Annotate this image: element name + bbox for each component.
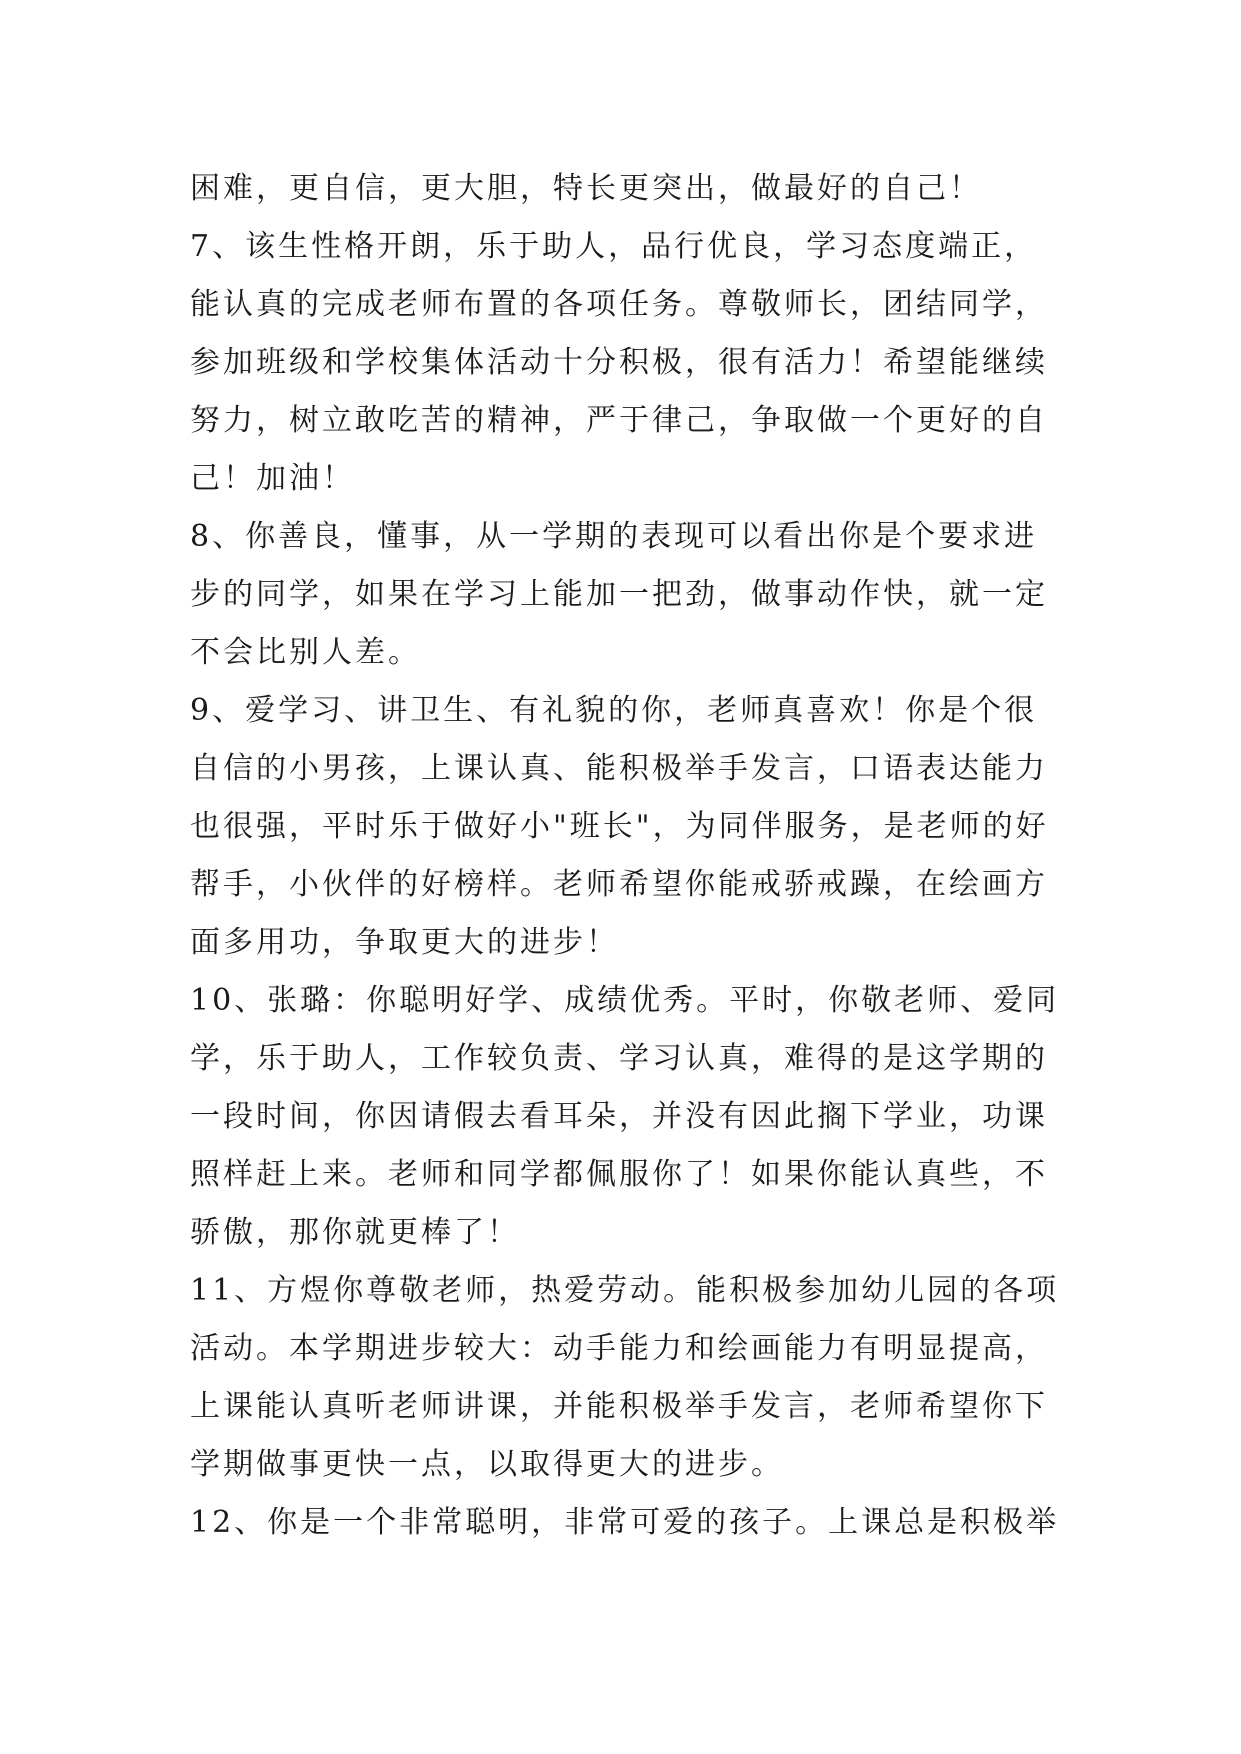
text-line: 参加班级和学校集体活动十分积极，很有活力！希望能继续 <box>190 345 1048 380</box>
text-line: 努力，树立敢吃苦的精神，严于律己，争取做一个更好的自 <box>190 403 1048 438</box>
text-line: 8、你善良，懂事，从一学期的表现可以看出你是个要求进 <box>190 519 1038 554</box>
text-line: 上课能认真听老师讲课，并能积极举手发言，老师希望你下 <box>190 1389 1048 1424</box>
text-line: 9、爱学习、讲卫生、有礼貌的你，老师真喜欢！你是个很 <box>190 693 1038 728</box>
text-line: 帮手，小伙伴的好榜样。老师希望你能戒骄戒躁，在绘画方 <box>190 867 1048 902</box>
text-line: 活动。本学期进步较大：动手能力和绘画能力有明显提高， <box>190 1331 1048 1366</box>
text-line: 12、你是一个非常聪明，非常可爱的孩子。上课总是积极举 <box>190 1505 1060 1540</box>
text-line: 步的同学，如果在学习上能加一把劲，做事动作快，就一定 <box>190 577 1048 612</box>
text-line: 己！加油！ <box>190 461 355 496</box>
text-line: 照样赶上来。老师和同学都佩服你了！如果你能认真些，不 <box>190 1157 1048 1192</box>
text-line: 学期做事更快一点，以取得更大的进步。 <box>190 1447 784 1482</box>
text-line: 不会比别人差。 <box>190 635 421 670</box>
text-line: 7、该生性格开朗，乐于助人，品行优良，学习态度端正， <box>190 229 1038 264</box>
text-line: 学，乐于助人，工作较负责、学习认真，难得的是这学期的 <box>190 1041 1048 1076</box>
text-line: 困难，更自信，更大胆，特长更突出，做最好的自己！ <box>190 171 982 206</box>
text-line: 骄傲，那你就更棒了！ <box>190 1215 520 1250</box>
text-line: 面多用功，争取更大的进步！ <box>190 925 619 960</box>
text-line: 能认真的完成老师布置的各项任务。尊敬师长，团结同学， <box>190 287 1048 322</box>
text-line: 也很强，平时乐于做好小"班长"，为同伴服务，是老师的好 <box>190 809 1049 844</box>
text-line: 10、张璐：你聪明好学、成绩优秀。平时，你敬老师、爱同 <box>190 983 1060 1018</box>
text-line: 自信的小男孩，上课认真、能积极举手发言，口语表达能力 <box>190 751 1048 786</box>
text-line: 一段时间，你因请假去看耳朵，并没有因此搁下学业，功课 <box>190 1099 1048 1134</box>
document-body <box>190 160 1070 1552</box>
text-line: 11、方煜你尊敬老师，热爱劳动。能积极参加幼儿园的各项 <box>190 1273 1060 1308</box>
